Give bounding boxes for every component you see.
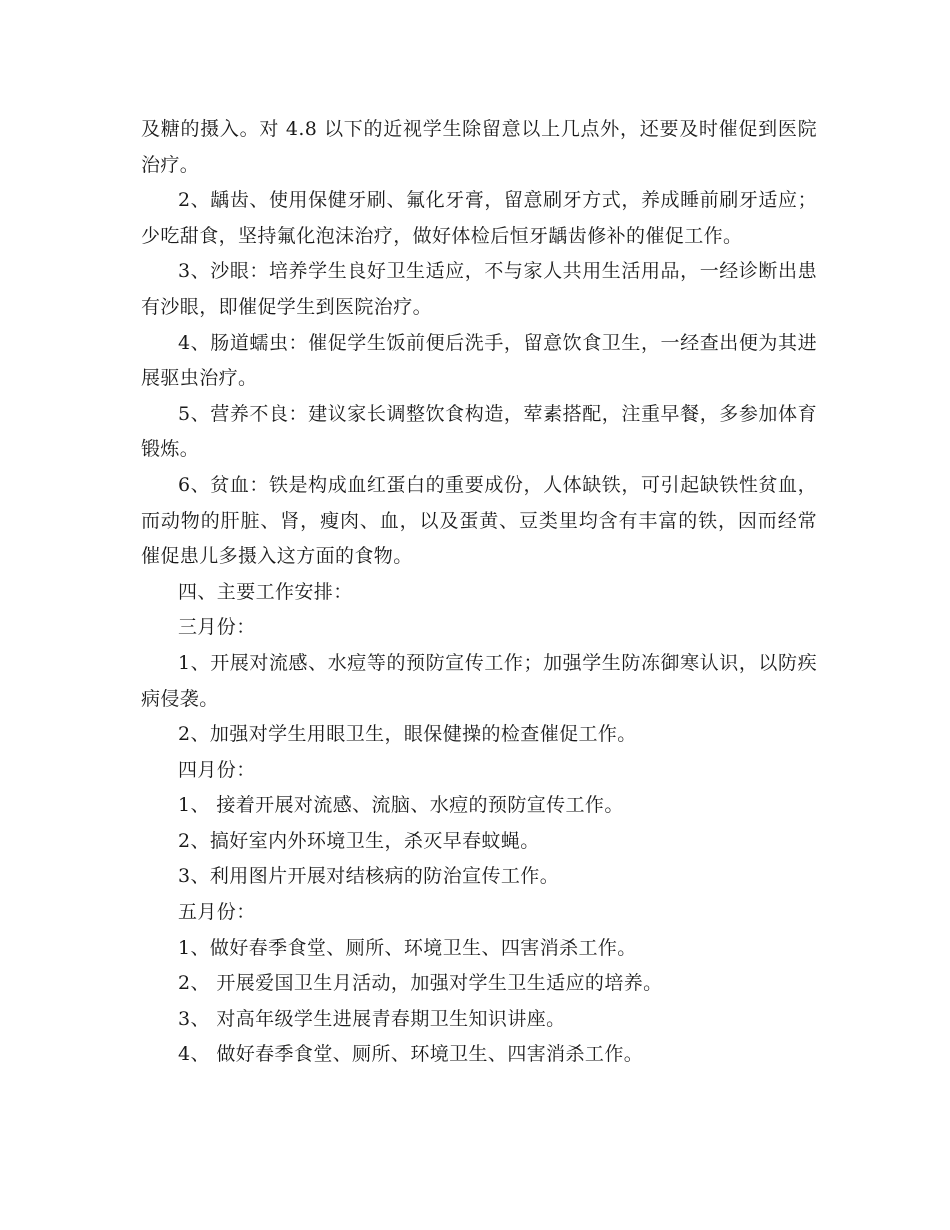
month-heading: 四月份： [178,758,256,781]
paragraph: 3、沙眼：培养学生良好卫生适应，不与家人共用生活用品，一经诊断出患有沙眼，即催促学生到医院治疗。 [141,260,817,318]
list-item: 2、搞好室内外环境卫生，杀灭早春蚊蝇。 [178,829,540,852]
list-item: 4、 做好春季食堂、厕所、环境卫生、四害消杀工作。 [178,1043,644,1066]
paragraph: 4、肠道蠕虫：催促学生饭前便后洗手，留意饮食卫生，一经查出便为其进展驱虫治疗。 [141,331,817,390]
list-item: 3、利用图片开展对结核病的防治宣传工作。 [178,865,560,888]
section-heading: 四、主要工作安排： [178,580,353,603]
list-item: 2、 开展爱国卫生月活动，加强对学生卫生适应的培养。 [178,972,663,995]
month-heading: 三月份： [178,616,256,639]
month-heading: 五月份： [178,901,256,924]
list-item: 1、 接着开展对流感、流脑、水痘的预防宣传工作。 [178,794,624,817]
paragraph: 6、贫血：铁是构成血红蛋白的重要成份，人体缺铁，可引起缺铁性贫血，而动物的肝脏、肾，瘦肉、血，以及蛋黄、豆类里均含有丰富的铁，因而经常催促患儿多摄入这方面的食物。 [141,473,817,568]
list-item: 3、 对高年级学生进展青春期卫生知识讲座。 [178,1007,566,1030]
document-body [141,112,817,1073]
paragraph: 及糖的摄入。对 4.8 以下的近视学生除留意以上几点外，还要及时催促到医院治疗。 [141,118,817,176]
paragraph: 5、营养不良：建议家长调整饮食构造，荤素搭配，注重早餐，多参加体育锻炼。 [141,402,817,461]
paragraph: 2、龋齿、使用保健牙刷、氟化牙膏，留意刷牙方式，养成睡前刷牙适应；少吃甜食，坚持氟化泡沫治疗，做好体检后恒牙龋齿修补的催促工作。 [141,189,817,247]
list-item: 1、做好春季食堂、厕所、环境卫生、四害消杀工作。 [178,936,637,959]
list-item: 1、开展对流感、水痘等的预防宣传工作；加强学生防冻御寒认识，以防疾病侵袭。 [141,651,817,710]
list-item: 2、加强对学生用眼卫生，眼保健操的检查催促工作。 [178,723,637,746]
